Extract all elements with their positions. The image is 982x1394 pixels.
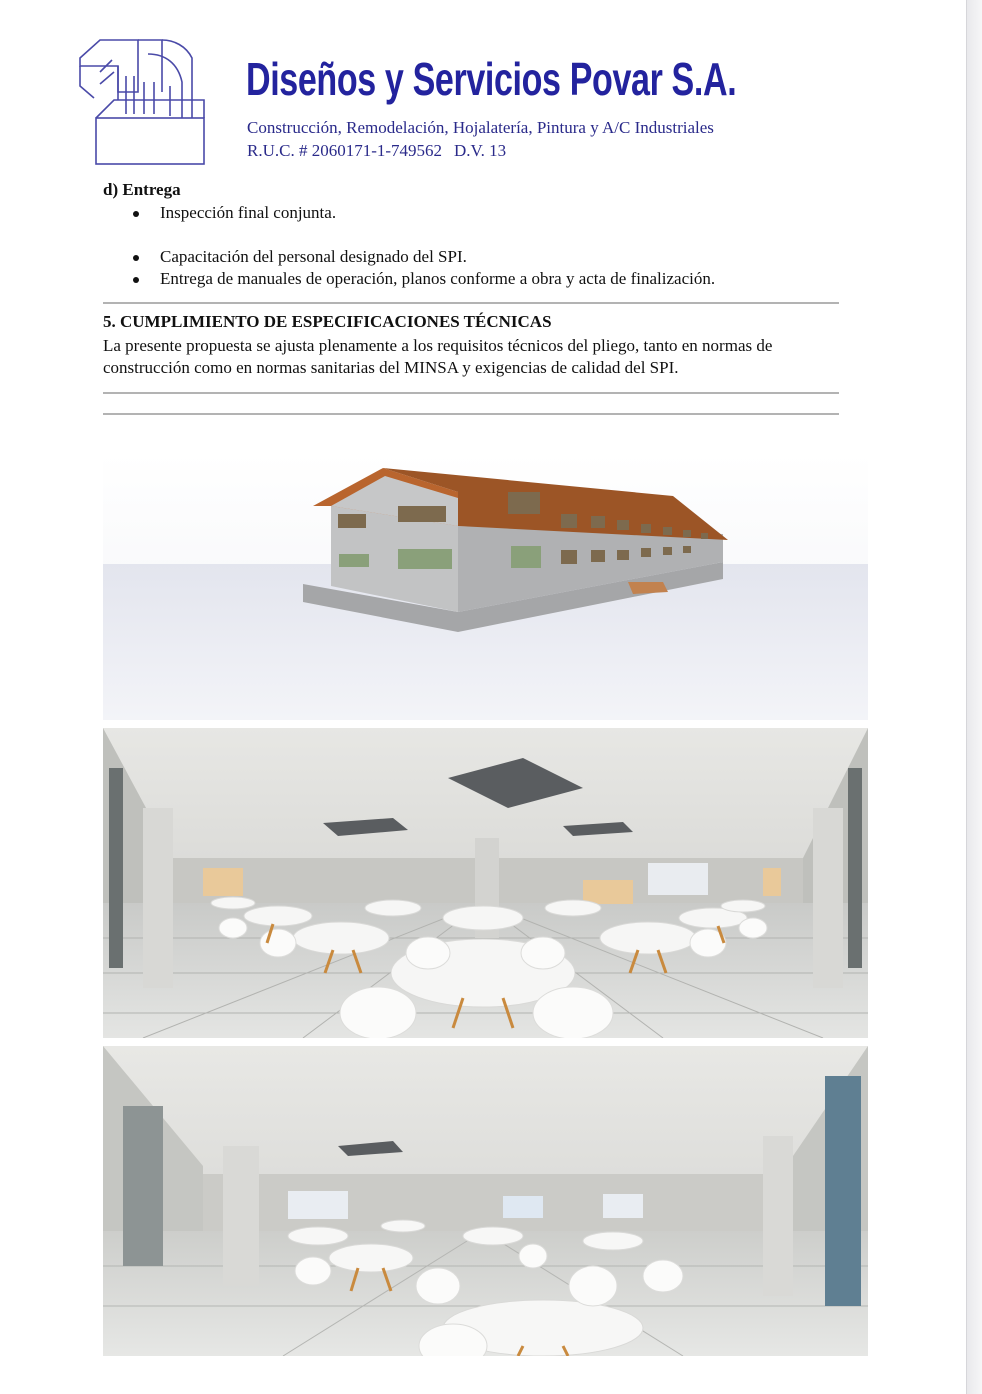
company-ruc — [247, 141, 506, 161]
company-logo — [78, 36, 210, 168]
page-edge-shadow — [966, 0, 982, 1394]
divider — [103, 302, 839, 304]
section-5-body: La presente propuesta se ajusta plenamente a los requisitos técnicos del pliego, tanto en normas de construcción como en normas sanitarias del MINSA y exigencias de calidad del SPI. — [103, 336, 773, 377]
list-item: Entrega de manuales de operación, planos conforme a obra y acta de finalización. — [160, 269, 716, 288]
company-tagline: Construcción, Remodelación, Hojalatería, Pintura y A/C Industriales — [247, 118, 714, 137]
dv-number: D.V. 13 — [454, 141, 507, 160]
ruc-number: R.U.C. # 2060171-1-749562 — [247, 141, 443, 160]
divider — [103, 392, 839, 394]
list-item: Capacitación del personal designado del SPI. — [160, 247, 467, 266]
divider — [103, 413, 839, 415]
list-item: Inspección final conjunta. — [160, 203, 337, 222]
dining-hall-render-2 — [103, 1046, 868, 1356]
building-exterior-render — [103, 454, 868, 720]
company-name: Diseños y Servicios Povar S.A. — [246, 53, 737, 105]
section-d-title: d) Entrega — [103, 180, 181, 199]
dining-hall-render-1 — [103, 728, 868, 1038]
section-5-title: 5. CUMPLIMIENTO DE ESPECIFICACIONES TÉCNICAS — [103, 312, 552, 331]
